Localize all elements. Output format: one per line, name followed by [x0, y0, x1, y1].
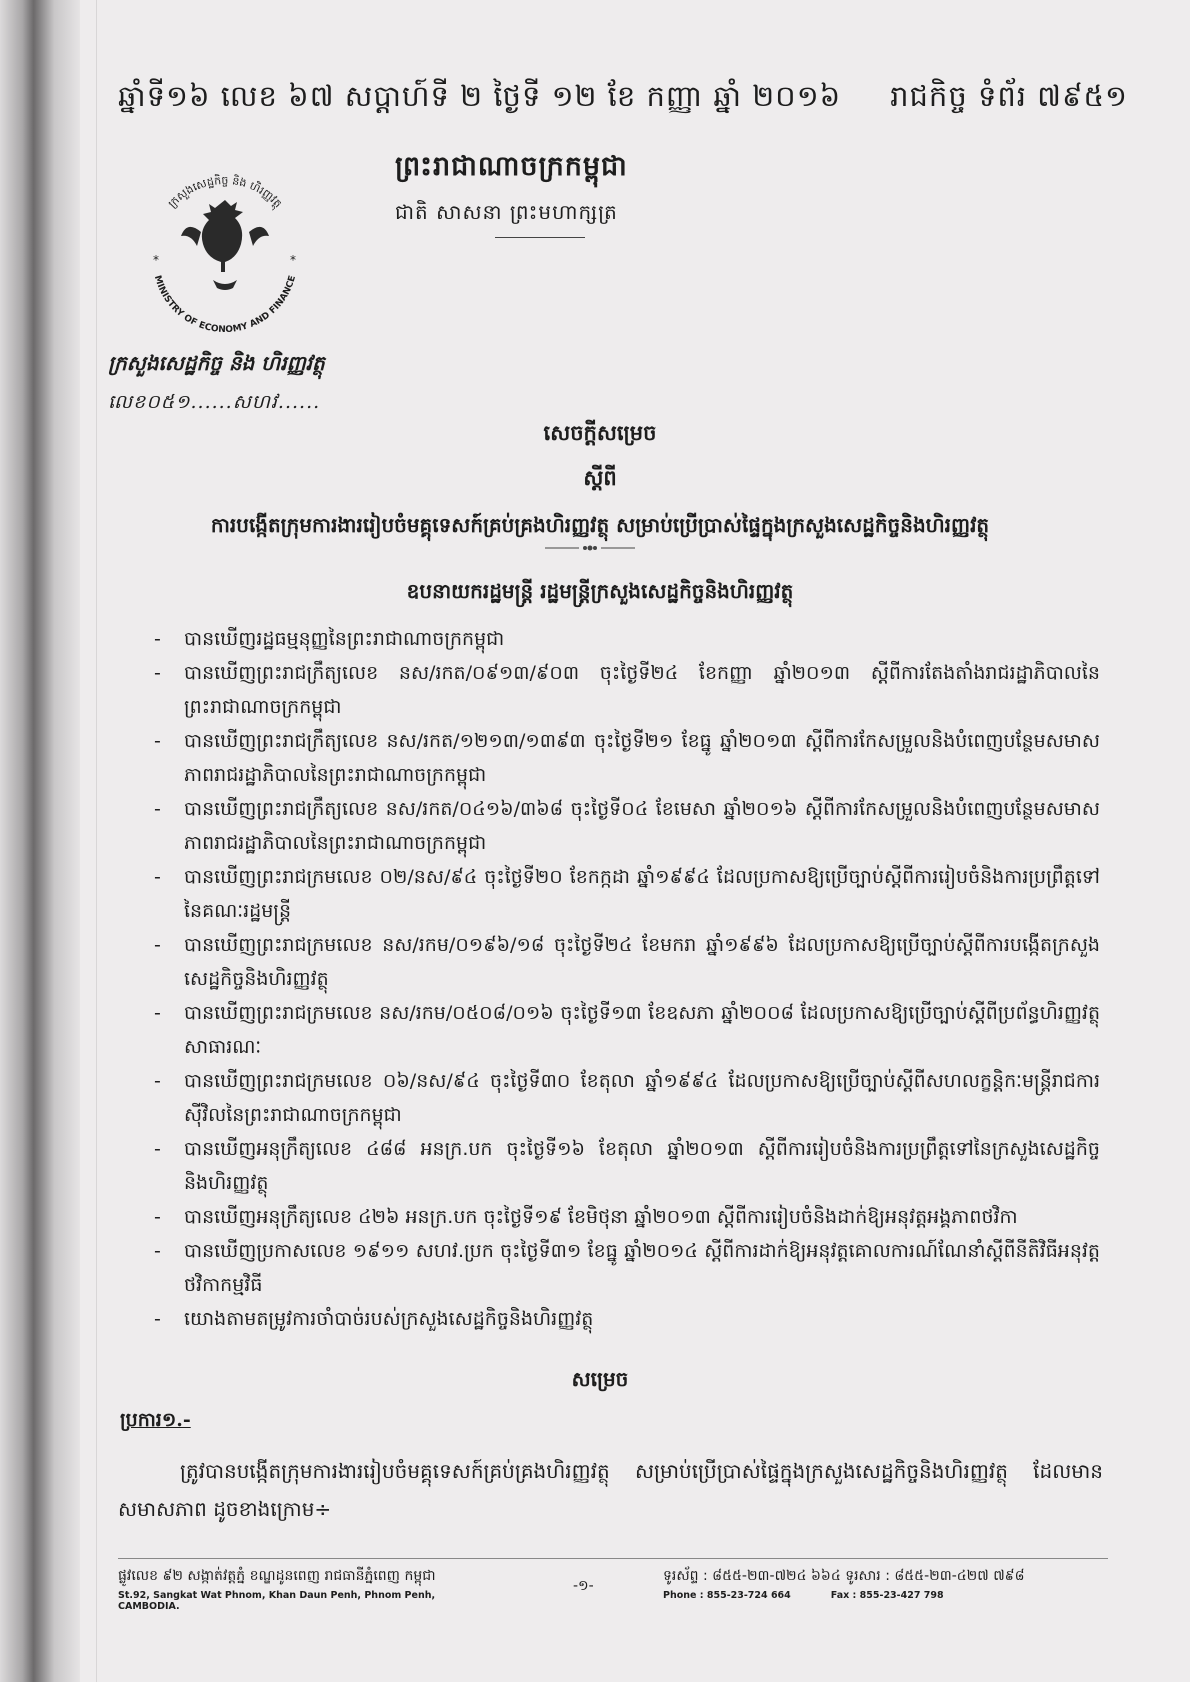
ministry-block: [108, 350, 408, 418]
recital-bullet: -: [154, 934, 161, 956]
concerning-label: ស្ដីពី: [583, 465, 617, 490]
recital-bullet: -: [154, 662, 161, 684]
issuing-authority: ឧបនាយករដ្ឋមន្ត្រី រដ្ឋមន្ត្រីក្រសួងសេដ្ឋកិច្ចនិងហិរញ្ញវត្ថុ: [406, 579, 794, 603]
recital-bullet: -: [154, 1308, 161, 1330]
ministry-seal: [135, 160, 315, 340]
national-motto: ជាតិ សាសនា ព្រះមហាក្សត្រ: [395, 200, 618, 224]
recital-item: [150, 1064, 1100, 1132]
gazette-issue-info: ឆ្នាំទី១៦ លេខ ៦៧ សប្ដាហ៍ទី ២ ថ្ងៃទី ១២ ខែ កញ្ញា ឆ្នាំ ២០១៦: [118, 79, 842, 113]
decision-title: [100, 420, 1100, 542]
recital-bullet: -: [154, 628, 161, 650]
recital-text: បានឃើញព្រះរាជក្រឹត្យលេខ នស/រកត/១២១៣/១៣៩៣ ចុះថ្ងៃទី២១ ខែធ្នូ ឆ្នាំ២០១៣ ស្ដីពីការកែសម្រួលនិងបំពេញបន្ថែមសមាសភាពរាជរដ្ឋាភិបាលនៃព្រះរាជាណាចក្រកម្ពុជា: [184, 730, 1100, 786]
recital-bullet: -: [154, 1002, 161, 1024]
page-footer: [118, 1566, 1108, 1616]
recitals-list: [150, 622, 1100, 1336]
kingdom-name: ព្រះរាជាណាចក្រកម្ពុជា: [395, 151, 628, 182]
recital-item: [150, 1302, 1100, 1336]
scan-binding-shadow: [0, 0, 80, 1682]
decides-heading: សម្រេច: [571, 1367, 629, 1391]
document-type: សេចក្ដីសម្រេច: [543, 420, 657, 445]
recital-bullet: -: [154, 1070, 161, 1092]
recital-text: បានឃើញរដ្ឋធម្មនុញ្ញនៃព្រះរាជាណាចក្រកម្ពុជា: [184, 628, 505, 650]
recital-text: បានឃើញព្រះរាជក្រឹត្យលេខ នស/រកត/០៤១៦/៣៦៨ ចុះថ្ងៃទី០៤ ខែមេសា ឆ្នាំ២០១៦ ស្ដីពីការកែសម្រួលនិងបំពេញបន្ថែមសមាសភាពរាជរដ្ឋាភិបាលនៃព្រះរាជាណាចក្រកម្ពុជា: [184, 798, 1100, 854]
seal-english-text: MINISTRY OF ECONOMY AND FINANCE: [151, 274, 299, 336]
recital-item: [150, 792, 1100, 860]
recital-text: យោងតាមតម្រូវការចាំបាច់របស់ក្រសួងសេដ្ឋកិច្ចនិងហិរញ្ញវត្ថុ: [184, 1308, 594, 1330]
recital-text: បានឃើញព្រះរាជក្រមលេខ នស/រកម/០១៩៦/១៨ ចុះថ្ងៃទី២៤ ខែមករា ឆ្នាំ១៩៩៦ ដែលប្រកាសឱ្យប្រើច្បាប់ស្ដីពីការបង្កើតក្រសួងសេដ្ឋកិច្ចនិងហិរញ្ញវត្ថុ: [184, 934, 1100, 990]
reference-value: ០៥១: [146, 391, 191, 413]
seal-khmer-text: ក្រសួងសេដ្ឋកិច្ច និង ហិរញ្ញវត្ថុ: [165, 173, 285, 211]
title-ornament: [545, 544, 635, 552]
article-body: ត្រូវបានបង្កើតក្រុមការងាររៀបចំមគ្គុទេសក៍គ្រប់គ្រងហិរញ្ញវត្ថុ សម្រាប់ប្រើប្រាស់ផ្ទៃក្នុងក្រសួងសេដ្ឋកិច្ចនិងហិរញ្ញវត្ថុ ដែលមានសមាសភាព ដូចខាងក្រោម÷: [118, 1459, 1103, 1521]
recital-item: [150, 860, 1100, 928]
gazette-page-info: រាជកិច្ច ទំព័រ ៧៩៥១: [890, 79, 1128, 113]
reference-suffix: ......សហវ......: [190, 391, 321, 413]
recital-bullet: -: [154, 798, 161, 820]
page-number: -១-: [573, 1578, 594, 1594]
recital-text: បានឃើញអនុក្រឹត្យលេខ ៤៨៨ អនក្រ.បក ចុះថ្ងៃទី១៦ ខែតុលា ឆ្នាំ២០១៣ ស្ដីពីការរៀបចំនិងការប្រព្រឹត្តទៅនៃក្រសួងសេដ្ឋកិច្ចនិងហិរញ្ញវត្ថុ: [184, 1138, 1100, 1194]
recital-bullet: -: [154, 1206, 161, 1228]
rooster-emblem-icon: [181, 200, 269, 290]
recital-text: បានឃើញព្រះរាជក្រមលេខ ០៦/នស/៩៤ ចុះថ្ងៃទី៣០ ខែតុលា ឆ្នាំ១៩៩៤ ដែលប្រកាសឱ្យប្រើច្បាប់ស្ដីពីសហលក្ខន្តិកៈមន្ត្រីរាជការស៊ីវិលនៃព្រះរាជាណាចក្រកម្ពុជា: [184, 1070, 1100, 1126]
svg-text:*: *: [290, 253, 296, 267]
footer-address: [118, 1566, 498, 1612]
recital-item: [150, 724, 1100, 792]
svg-text:*: *: [153, 253, 159, 267]
recital-bullet: -: [154, 1138, 161, 1160]
recital-item: [150, 996, 1100, 1064]
recital-item: [150, 1200, 1100, 1234]
decision-subject: ការបង្កើតក្រុមការងាររៀបចំមគ្គុទេសក៍គ្រប់គ្រងហិរញ្ញវត្ថុ សម្រាប់ប្រើប្រាស់ផ្ទៃក្នុងក្រសួងសេដ្ឋកិច្ចនិងហិរញ្ញវត្ថុ: [210, 513, 990, 537]
recital-text: បានឃើញព្រះរាជក្រមលេខ ០២/នស/៩៤ ចុះថ្ងៃទី២០ ខែកក្កដា ឆ្នាំ១៩៩៤ ដែលប្រកាសឱ្យប្រើច្បាប់ស្ដីពីការរៀបចំនិងការប្រព្រឹត្តទៅនៃគណៈរដ្ឋមន្ត្រី: [184, 866, 1100, 922]
recital-bullet: -: [154, 866, 161, 888]
footer-contact: [663, 1566, 1103, 1601]
recital-item: [150, 1132, 1100, 1200]
recital-item: [150, 1234, 1100, 1302]
contact-english: [663, 1590, 1103, 1601]
article-label: ប្រការ១.-: [120, 1409, 191, 1431]
kingdom-heading: [395, 150, 795, 238]
address-english: St.92, Sangkat Wat Phnom, Khan Daun Penh, Phnom Penh, CAMBODIA.: [118, 1590, 436, 1612]
motto-divider: [495, 237, 585, 238]
phone-number: Phone : 855-23-724 664: [663, 1590, 791, 1601]
recital-bullet: -: [154, 1240, 161, 1262]
reference-prefix: លេខ: [108, 391, 147, 413]
recital-text: បានឃើញព្រះរាជក្រឹត្យលេខ នស/រកត/០៩១៣/៩០៣ ចុះថ្ងៃទី២៤ ខែកញ្ញា ឆ្នាំ២០១៣ ស្ដីពីការតែងតាំងរាជរដ្ឋាភិបាលនៃព្រះរាជាណាចក្រកម្ពុជា: [184, 662, 1100, 718]
footer-divider: [118, 1558, 1108, 1559]
ministry-name: ក្រសួងសេដ្ឋកិច្ច និង ហិរញ្ញវត្ថុ: [108, 351, 325, 375]
recital-item: [150, 656, 1100, 724]
fax-number: Fax : 855-23-427 798: [830, 1590, 944, 1601]
recital-bullet: -: [154, 730, 161, 752]
recital-text: បានឃើញប្រកាសលេខ ១៩១១ សហវ.ប្រក ចុះថ្ងៃទី៣១ ខែធ្នូ ឆ្នាំ២០១៤ ស្ដីពីការដាក់ឱ្យអនុវត្តគោលការណ៍ណែនាំស្ដីពីនីតិវិធីអនុវត្តថវិកាកម្មវិធី: [184, 1240, 1100, 1296]
contact-khmer: ទូរស័ព្ទ : ៨៥៥-២៣-៧២៤ ៦៦៤ ទូរសារ : ៨៥៥-២៣-៤២៧ ៧៩៨: [663, 1568, 1025, 1584]
recital-text: បានឃើញព្រះរាជក្រមលេខ នស/រកម/០៥០៨/០១៦ ចុះថ្ងៃទី១៣ ខែឧសភា ឆ្នាំ២០០៨ ដែលប្រកាសឱ្យប្រើច្បាប់ស្ដីពីប្រព័ន្ធហិរញ្ញវត្ថុសាធារណៈ: [184, 1002, 1100, 1058]
recital-item: [150, 928, 1100, 996]
recital-text: បានឃើញអនុក្រឹត្យលេខ ៤២៦ អនក្រ.បក ចុះថ្ងៃទី១៩ ខែមិថុនា ឆ្នាំ២០១៣ ស្ដីពីការរៀបចំនិងដាក់ឱ្យអនុវត្តអង្គភាពថវិកា: [184, 1206, 1018, 1228]
gazette-header: [118, 72, 1128, 128]
scan-edge-line: [96, 0, 97, 1682]
address-khmer: ផ្លូវលេខ ៩២ សង្កាត់វត្តភ្នំ ខណ្ឌដូនពេញ រាជធានីភ្នំពេញ កម្ពុជា: [118, 1568, 436, 1584]
reference-number: [108, 390, 408, 418]
recital-item: [150, 622, 1100, 656]
